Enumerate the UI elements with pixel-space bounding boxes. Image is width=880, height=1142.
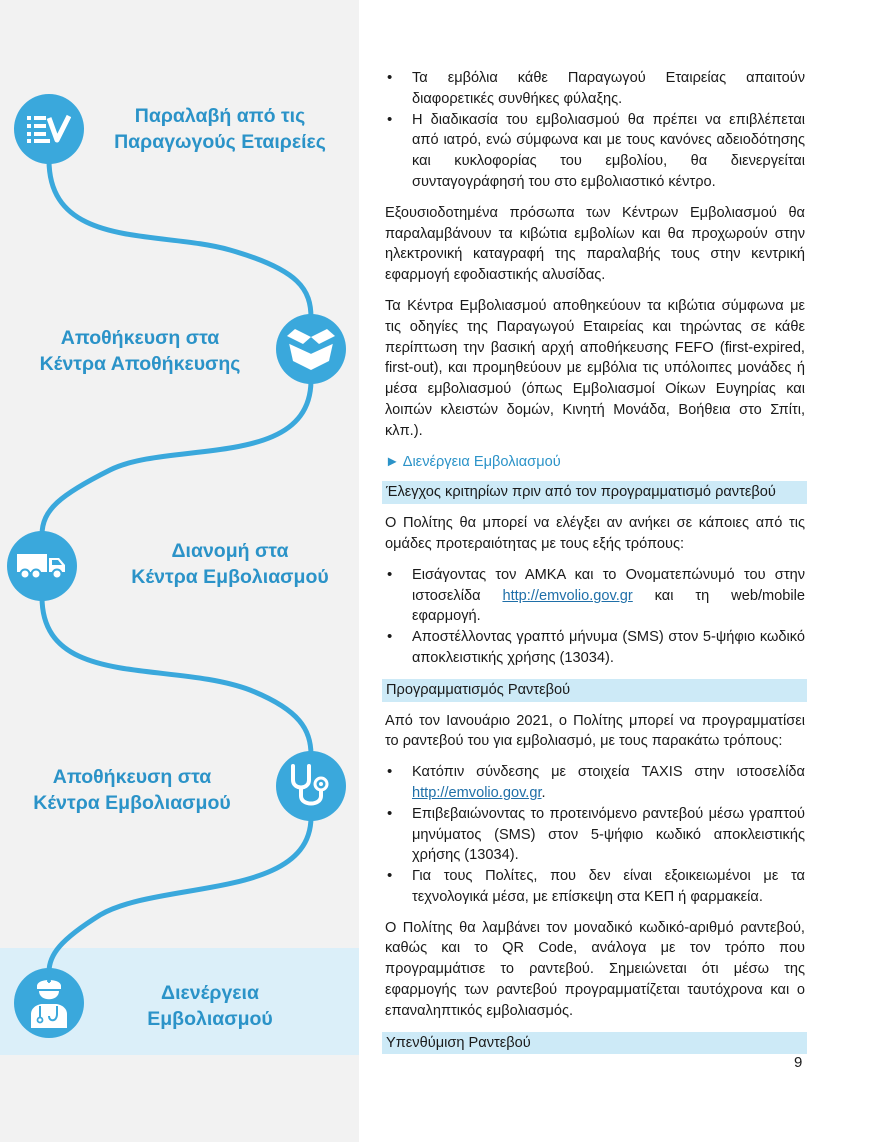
main-content [385,68,805,1063]
receipt-paragraph: Εξουσιοδοτημένα πρόσωπα των Κέντρων Εμβολιασμού θα παραλαμβάνουν τα κιβώτια εμβολίων και θα προχωρούν στην ηλεκτρονική καταγραφή της παραλαβής τους στην κεντρική εφαρμογή εφοδιαστικής αλυσίδας. [385,204,805,284]
list-item: • Για τους Πολίτες, που δεν είναι εξοικειωμένοι με τα τεχνολογικά μέσα, με επίσκεψη στα ΚΕΠ ή φαρμακεία. [385,866,805,908]
step-5-circle [14,968,84,1038]
checklist-icon [27,114,71,144]
criteria-check-heading: Έλεγχος κριτηρίων πριν από τον προγραμματισμό ραντεβού [382,481,807,504]
scheduling-methods-list [385,762,805,908]
appointment-scheduling-heading: Προγραμματισμός Ραντεβού [382,679,807,702]
truck-icon [17,552,67,580]
list-item: • Κατόπιν σύνδεσης με στοιχεία TAXIS στην ιστοσελίδα http://emvolio.gov.gr. [385,762,805,804]
step-3-label: Διανομή στα Κέντρα Εμβολιασμού [131,540,329,588]
step-2-circle [276,314,346,384]
list-item: • Εισάγοντας τον ΑΜΚΑ και το Ονοματεπώνυμό του στην ιστοσελίδα http://emvolio.gov.gr και τη web/mobile εφαρμογή. [385,565,805,627]
emvolio-link[interactable]: http://emvolio.gov.gr [502,587,633,604]
page-number: 9 [794,1054,803,1071]
process-sidebar [0,0,359,1142]
step-5-label: Διενέργεια Εμβολιασμού [147,982,273,1030]
step-1-label: Παραλαβή από τις Παραγωγούς Εταιρείες [114,105,326,153]
step-2-label: Αποθήκευση στα Κέντρα Αποθήκευσης [39,327,241,375]
vaccination-subsection-link[interactable]: ► Διενέργεια Εμβολιασμού [385,453,561,470]
step-3-circle [7,531,77,601]
list-item: • Η διαδικασία του εμβολιασμού θα πρέπει να επιβλέπεται από ιατρό, ενώ σύμφωνα και με τους κανόνες αδειοδότησης και κυκλοφορίας του εμβολίου, θα διενεργείται συνταγογράφησή του στο εμβολιαστικό κέντρο. [385,110,805,193]
criteria-methods-list [385,565,805,669]
list-item: • Τα εμβόλια κάθε Παραγωγού Εταιρείας απαιτούν διαφορετικές συνθήκες φύλαξης. [385,68,805,110]
scheduling-paragraph: Από τον Ιανουάριο 2021, ο Πολίτης μπορεί να προγραμματίσει το ραντεβού του για εμβολιασμό, με τους παρακάτω τρόπους: [385,712,805,750]
appointment-reminder-heading: Υπενθύμιση Ραντεβού [382,1032,807,1055]
stethoscope-icon [288,764,334,808]
step-4-label: Αποθήκευση στα Κέντρα Εμβολιασμού [33,766,231,814]
open-box-icon [286,327,336,371]
doctor-icon [29,976,69,1030]
list-item: • Αποστέλλοντας γραπτό μήνυμα (SMS) στον 5-ψήφιο κωδικό αποκλειστικής χρήσης (13034). [385,627,805,669]
storage-paragraph: Τα Κέντρα Εμβολιασμού αποθηκεύουν τα κιβώτια σύμφωνα με τις οδηγίες της Παραγωγού Εταιρείας και τηρώντας σε κάθε περίπτωση την βασική αρχή αποθήκευσης FEFO (first-expired, first-out), και προμηθεύουν με εμβόλια τις υπόλοιπες μονάδες ή μέσα εμβολιασμού (όπως Εμβολιασμοί Οίκων Ευγηρίας και λοιπών κλειστών δομών, Κινητή Μονάδα, Βοήθεια στο Σπίτι, κλπ.). [385,297,805,439]
emvolio-link[interactable]: http://emvolio.gov.gr [412,784,542,801]
list-item: • Επιβεβαιώνοντας το προτεινόμενο ραντεβού μέσω γραπτού μηνύματος (SMS) στον 5-ψήφιο κωδικό αποκλειστικής χρήσης (13034). [385,804,805,866]
appointment-code-paragraph: Ο Πολίτης θα λαμβάνει τον μοναδικό κωδικό-αριθμό ραντεβού, καθώς και το QR Code, ανάλογα με τον τρόπο που προγραμμάτισε το ραντεβού. Σημειώνεται ότι μέσω της εφαρμογής των ραντεβού προγραμματίζεται ταυτόχρονα και ο επαναληπτικός εμβολιασμός. [385,919,805,1019]
criteria-paragraph: Ο Πολίτης θα μπορεί να ελέγξει αν ανήκει σε κάποιες από τις ομάδες προτεραιότητας με τους εξής τρόπους: [385,515,805,552]
step-4-circle [276,751,346,821]
storage-notes-list [385,68,805,193]
step-1-circle [14,94,84,164]
